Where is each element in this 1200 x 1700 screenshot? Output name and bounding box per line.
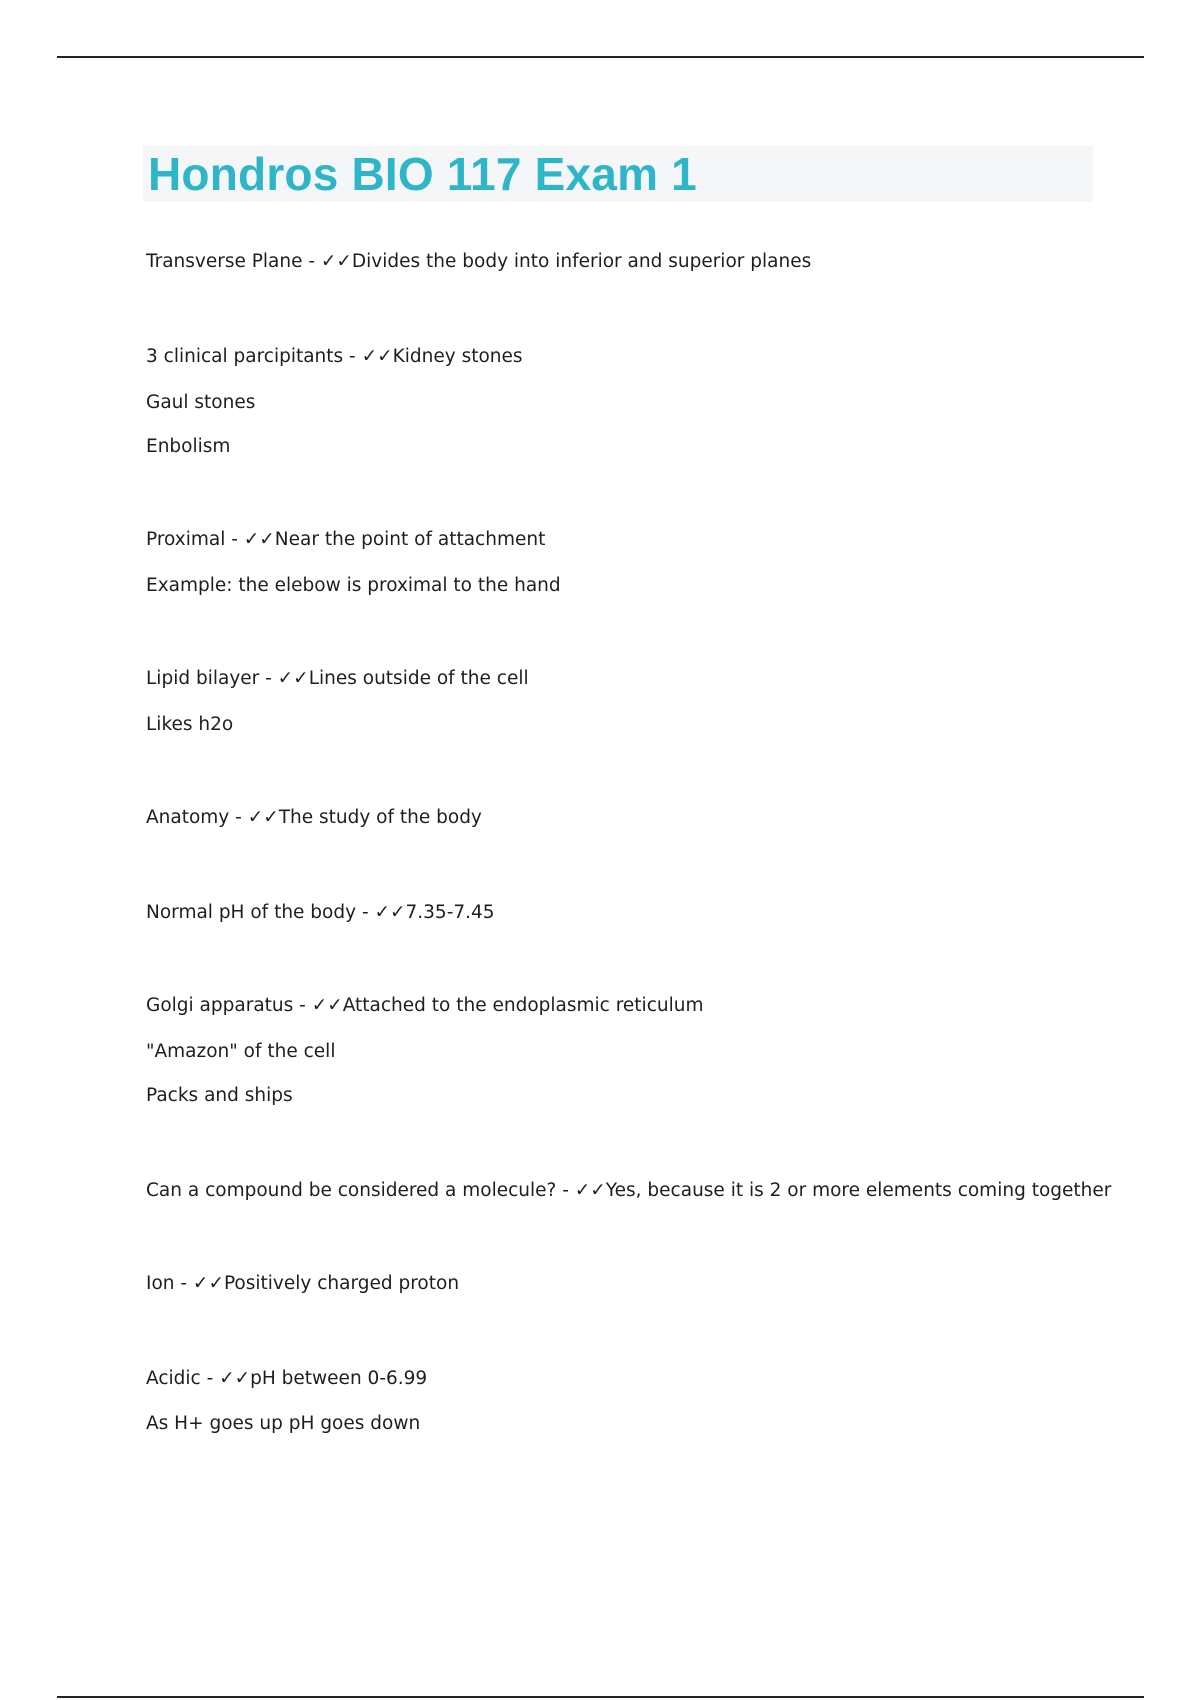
qa-compound-molecule: Can a compound be considered a molecule? - ✓✓Yes, because it is 2 or more elements coming together xyxy=(146,1180,1112,1201)
qa-anatomy: Anatomy - ✓✓The study of the body xyxy=(146,807,482,828)
qa-lipid-bilayer: Lipid bilayer - ✓✓Lines outside of the cell xyxy=(146,668,529,689)
qa-golgi-apparatus: Golgi apparatus - ✓✓Attached to the endoplasmic reticulum xyxy=(146,995,704,1016)
answer-line: As H+ goes up pH goes down xyxy=(146,1413,421,1434)
answer-line: Gaul stones xyxy=(146,392,256,413)
qa-transverse-plane: Transverse Plane - ✓✓Divides the body into inferior and superior planes xyxy=(146,251,812,272)
qa-acidic: Acidic - ✓✓pH between 0-6.99 xyxy=(146,1368,428,1389)
answer-line: Enbolism xyxy=(146,436,231,457)
answer-line: "Amazon" of the cell xyxy=(146,1041,336,1062)
document-title: Hondros BIO 117 Exam 1 xyxy=(148,148,697,200)
qa-normal-ph: Normal pH of the body - ✓✓7.35-7.45 xyxy=(146,902,495,923)
top-rule xyxy=(57,56,1144,58)
qa-clinical-participants: 3 clinical parcipitants - ✓✓Kidney stones xyxy=(146,346,523,367)
qa-ion: Ion - ✓✓Positively charged proton xyxy=(146,1273,460,1294)
answer-line: Likes h2o xyxy=(146,714,234,735)
answer-line: Packs and ships xyxy=(146,1085,293,1106)
qa-proximal: Proximal - ✓✓Near the point of attachment xyxy=(146,529,546,550)
bottom-rule xyxy=(57,1696,1144,1698)
answer-line: Example: the elebow is proximal to the hand xyxy=(146,575,561,596)
